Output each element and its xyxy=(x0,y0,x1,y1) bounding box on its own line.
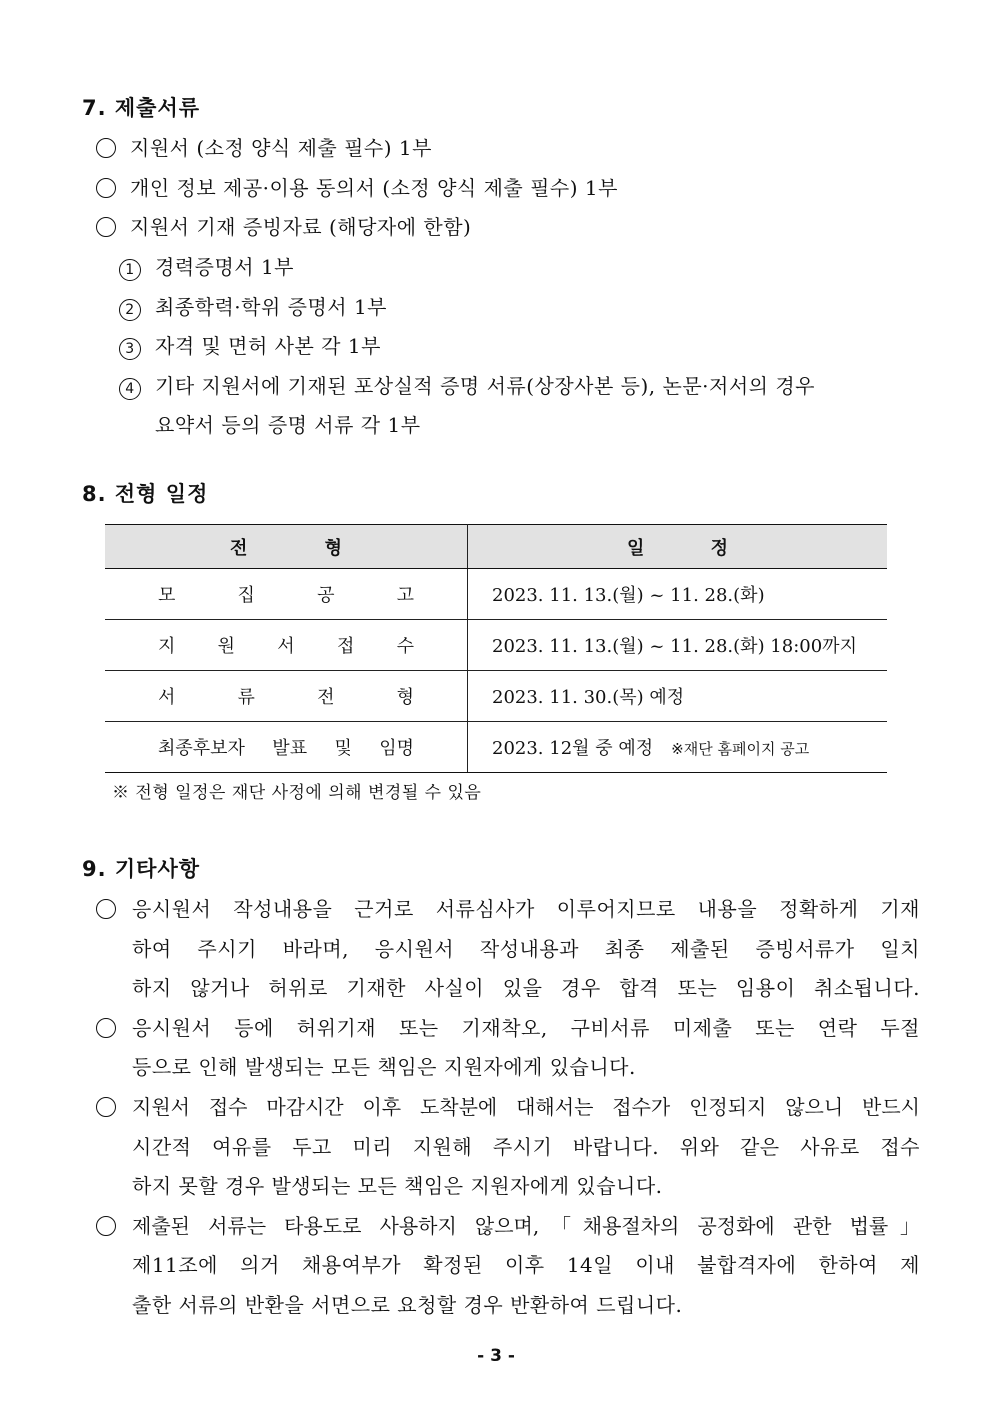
section7-title: 7. 제출서류 xyxy=(82,96,201,120)
bullet-circle-icon xyxy=(96,1018,116,1038)
section9-paragraph-2-line-1: 응시원서 등에 허위기재 또는 기재착오, 구비서류 미제출 또는 연락 두절 xyxy=(96,1012,920,1041)
table-row xyxy=(105,722,887,773)
stage-cell: 최종후보자 발표 및 임명 xyxy=(105,722,468,773)
section9-paragraph-3-line-2: 시간적 여유를 두고 미리 지원해 주시기 바랍니다. 위와 같은 사유로 접수 xyxy=(132,1135,920,1159)
homepage-notice: ※재단 홈페이지 공고 xyxy=(671,740,810,758)
table-row xyxy=(105,671,887,722)
section7-subitem-4: 4 기타 지원서에 기재된 포상실적 증명 서류(상장사본 등), 논문·저서의 경우 xyxy=(119,370,815,400)
section7-item-3: 지원서 기재 증빙자료 (해당자에 한함) xyxy=(96,211,471,240)
section7-subitem-4-continued: 요약서 등의 증명 서류 각 1부 xyxy=(155,413,421,437)
page-number: - 3 - xyxy=(477,1346,515,1366)
schedule-footnote: ※ 전형 일정은 재단 사정에 의해 변경될 수 있음 xyxy=(112,783,482,803)
section8-title: 8. 전형 일정 xyxy=(82,482,209,506)
section9-paragraph-4-line-3: 출한 서류의 반환을 서면으로 요청할 경우 반환하여 드립니다. xyxy=(132,1293,683,1317)
section9-title: 9. 기타사항 xyxy=(82,857,201,881)
section9-paragraph-1-line-2: 하여 주시기 바라며, 응시원서 작성내용과 최종 제출된 증빙서류가 일치 xyxy=(132,937,920,961)
circled-number-icon: 2 xyxy=(119,299,141,321)
bullet-circle-icon xyxy=(96,899,116,919)
date-cell: 2023. 11. 13.(월) ~ 11. 28.(화) xyxy=(468,569,888,620)
header-date: 일 정 xyxy=(468,525,888,569)
stage-cell: 서 류 전 형 xyxy=(105,671,468,722)
section7-subitem-3: 3 자격 및 면허 사본 각 1부 xyxy=(119,330,381,360)
section9-paragraph-1-line-1: 응시원서 작성내용을 근거로 서류심사가 이루어지므로 내용을 정확하게 기재 xyxy=(96,893,920,922)
section7-item-1: 지원서 (소정 양식 제출 필수) 1부 xyxy=(96,132,432,161)
header-stage: 전 형 xyxy=(105,525,468,569)
date-cell: 2023. 12월 중 예정 ※재단 홈페이지 공고 xyxy=(468,722,888,773)
stage-cell: 지 원 서 접 수 xyxy=(105,620,468,671)
section9-paragraph-2-line-2: 등으로 인해 발생되는 모든 책임은 지원자에게 있습니다. xyxy=(132,1055,636,1079)
table-header-row xyxy=(105,525,887,569)
date-cell: 2023. 11. 30.(목) 예정 xyxy=(468,671,888,722)
section9-paragraph-4-line-2: 제11조에 의거 채용여부가 확정된 이후 14일 이내 불합격자에 한하여 제 xyxy=(132,1253,920,1277)
section7-item-2: 개인 정보 제공·이용 동의서 (소정 양식 제출 필수) 1부 xyxy=(96,172,618,201)
circled-number-icon: 3 xyxy=(119,338,141,360)
bullet-circle-icon xyxy=(96,1097,116,1117)
circled-number-icon: 4 xyxy=(119,378,141,400)
section9-paragraph-1-line-3: 하지 않거나 허위로 기재한 사실이 있을 경우 합격 또는 임용이 취소됩니다. xyxy=(132,976,920,1000)
table-row xyxy=(105,620,887,671)
schedule-table xyxy=(105,524,887,773)
table-row xyxy=(105,569,887,620)
date-cell: 2023. 11. 13.(월) ~ 11. 28.(화) 18:00까지 xyxy=(468,620,888,671)
section9-paragraph-3-line-3: 하지 못할 경우 발생되는 모든 책임은 지원자에게 있습니다. xyxy=(132,1174,663,1198)
bullet-circle-icon xyxy=(96,138,116,158)
section7-subitem-2: 2 최종학력·학위 증명서 1부 xyxy=(119,291,387,321)
section9-paragraph-3-line-1: 지원서 접수 마감시간 이후 도착분에 대해서는 접수가 인정되지 않으니 반드시 xyxy=(96,1091,920,1120)
section9-paragraph-4-line-1: 제출된 서류는 타용도로 사용하지 않으며,「채용절차의 공정화에 관한 법률」 xyxy=(96,1210,920,1239)
bullet-circle-icon xyxy=(96,178,116,198)
circled-number-icon: 1 xyxy=(119,259,141,281)
section7-subitem-1: 1 경력증명서 1부 xyxy=(119,251,294,281)
stage-cell: 모 집 공 고 xyxy=(105,569,468,620)
bullet-circle-icon xyxy=(96,1216,116,1236)
bullet-circle-icon xyxy=(96,217,116,237)
